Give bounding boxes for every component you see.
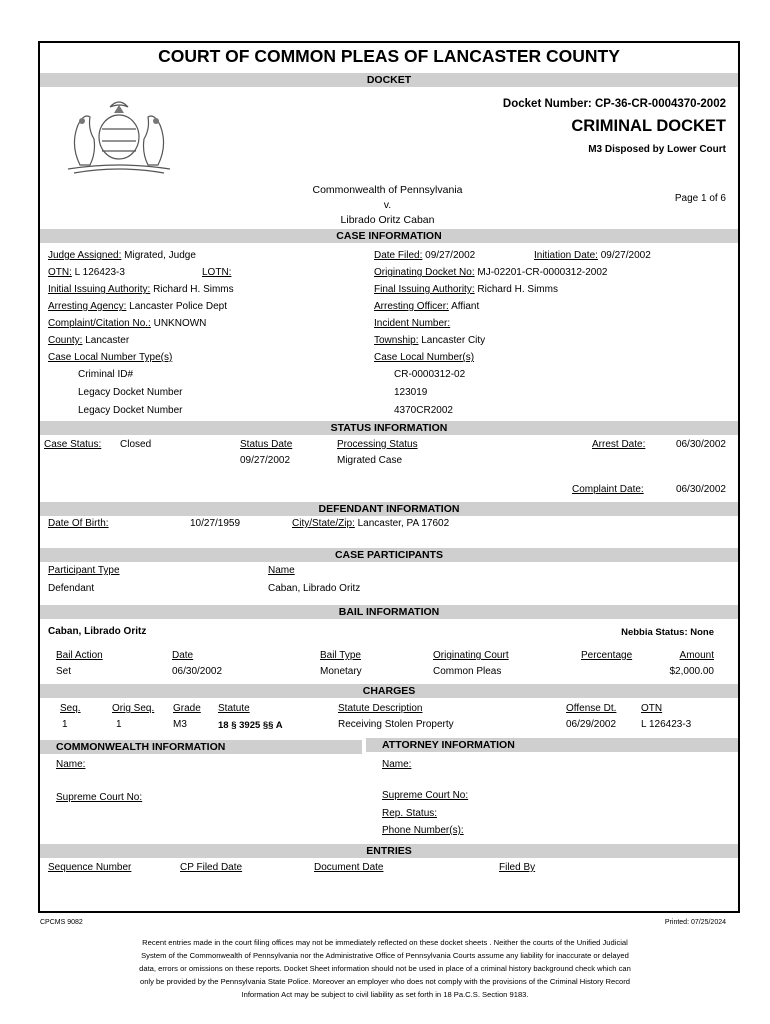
local-type-row: Legacy Docket Number (78, 405, 183, 416)
case-participants-bar: CASE PARTICIPANTS (40, 548, 738, 562)
bail-type-value: Monetary (320, 666, 362, 677)
county-value: Lancaster (85, 335, 130, 346)
otn (48, 267, 125, 278)
local-type-row: Legacy Docket Number (78, 387, 183, 398)
charge-description-header: Statute Description (338, 703, 423, 714)
city-label: City/State/Zip: (292, 518, 355, 529)
initiation-date (534, 250, 651, 261)
final-auth-value: Richard H. Simms (477, 284, 558, 295)
docket-bar: DOCKET (40, 73, 738, 87)
entries-cp-filed-header: CP Filed Date (180, 862, 243, 873)
originating-docket (374, 267, 607, 278)
status-date-value: 09/27/2002 (240, 455, 291, 466)
city-value: Lancaster, PA 17602 (357, 518, 450, 529)
bail-information-bar: BAIL INFORMATION (40, 605, 738, 619)
attorney-information-bar: ATTORNEY INFORMATION (366, 738, 738, 752)
defendant-information-bar: DEFENDANT INFORMATION (40, 502, 738, 516)
complaint-date-value: 06/30/2002 (675, 484, 726, 495)
bail-date-header: Date (172, 650, 194, 661)
bail-court-header: Originating Court (433, 650, 509, 661)
complaint-date-label: Complaint Date: (572, 484, 644, 495)
arrest-officer-label: Arresting Officer: (374, 301, 449, 312)
orig-docket-label: Originating Docket No: (374, 267, 475, 278)
disclaimer-note (80, 936, 690, 1001)
charge-offense-date-header: Offense Dt. (566, 703, 617, 714)
arresting-agency (48, 301, 227, 312)
charge-description-value: Receiving Stolen Property (338, 719, 454, 730)
bail-amount-header: Amount (679, 650, 714, 661)
charge-statute-value: 18 § 3925 §§ A (218, 720, 283, 731)
charge-grade-header: Grade (173, 703, 201, 714)
init-auth-label: Initial Issuing Authority: (48, 284, 151, 295)
entries-document-date-header: Document Date (314, 862, 384, 873)
charge-statute-header: Statute (218, 703, 250, 714)
township (374, 335, 485, 346)
entries-bar: ENTRIES (40, 844, 738, 858)
otn-value: L 126423-3 (74, 267, 125, 278)
lotn-label: LOTN: (202, 267, 232, 278)
county (48, 335, 129, 346)
participant-type-header: Participant Type (48, 565, 120, 576)
charge-otn-value: L 126423-3 (641, 719, 692, 730)
docket-number: Docket Number: CP-36-CR-0004370-2002 (502, 98, 726, 110)
incident-number-label: Incident Number: (374, 318, 451, 329)
case-status-label: Case Status: (44, 439, 102, 450)
pennsylvania-seal-icon (60, 95, 178, 175)
charge-seq-value: 1 (62, 719, 68, 730)
judge-value: Migrated, Judge (124, 250, 196, 261)
processing-status-label: Processing Status (337, 439, 418, 450)
bail-action-header: Bail Action (56, 650, 103, 661)
initial-issuing-authority (48, 284, 234, 295)
participant-name-header: Name (268, 565, 295, 576)
dob-value: 10/27/1959 (190, 518, 241, 529)
caption-defendant: Librado Oritz Caban (340, 214, 435, 226)
case-information-bar: CASE INFORMATION (40, 229, 738, 243)
orig-docket-value: MJ-02201-CR-0000312-2002 (477, 267, 608, 278)
disclaimer-line: Information Act may be subject to civil liability as set forth in 18 Pa.C.S. Section 9183. (241, 990, 529, 999)
bail-person: Caban, Librado Oritz (48, 626, 147, 637)
charge-orig-seq-header: Orig Seq. (112, 703, 155, 714)
case-status-value: Closed (120, 439, 152, 450)
initiation-value: 09/27/2002 (600, 250, 651, 261)
attorney-name-label: Name: (382, 759, 412, 770)
final-issuing-authority (374, 284, 558, 295)
attorney-rep-status-label: Rep. Status: (382, 808, 438, 819)
arrest-agency-label: Arresting Agency: (48, 301, 127, 312)
page-indicator: Page 1 of 6 (674, 193, 726, 204)
bail-percentage-header: Percentage (581, 650, 633, 661)
charge-otn-header: OTN (641, 703, 663, 714)
arrest-agency-value: Lancaster Police Dept (129, 301, 227, 312)
arrest-date-value: 06/30/2002 (675, 439, 726, 450)
complaint-citation (48, 318, 206, 329)
charge-seq-header: Seq. (60, 703, 81, 714)
attorney-phone-label: Phone Number(s): (382, 825, 464, 836)
county-label: County: (48, 335, 83, 346)
init-auth-value: Richard H. Simms (153, 284, 234, 295)
participant-name-value: Caban, Librado Oritz (268, 583, 361, 594)
dob-label: Date Of Birth: (48, 518, 109, 529)
complaint-value: UNKNOWN (153, 318, 207, 329)
printed-date: Printed: 07/25/2024 (664, 919, 726, 926)
local-type-row: Criminal ID# (78, 369, 134, 380)
local-number-type-header: Case Local Number Type(s) (48, 352, 173, 363)
nebbia-status: Nebbia Status: None (621, 627, 714, 638)
entries-filed-by-header: Filed By (499, 862, 536, 873)
disclaimer-line: System of the Commonwealth of Pennsylvania nor the Administrative Office of Pennsylvania Courts assume any liability for inaccurate or delayed (141, 951, 629, 960)
court-title: COURT OF COMMON PLEAS OF LANCASTER COUNTY (158, 46, 620, 66)
charge-orig-seq-value: 1 (116, 719, 122, 730)
attorney-supreme-court-label: Supreme Court No: (382, 790, 469, 801)
local-number-row: CR-0000312-02 (394, 369, 466, 380)
bail-court-value: Common Pleas (433, 666, 502, 677)
local-number-row: 123019 (394, 387, 428, 398)
processing-status-value: Migrated Case (337, 455, 403, 466)
caption-plaintiff: Commonwealth of Pennsylvania (312, 184, 463, 196)
status-date-label: Status Date (240, 439, 293, 450)
otn-label: OTN: (48, 267, 72, 278)
case-caption (300, 183, 475, 228)
arrest-officer-value: Affiant (451, 301, 480, 312)
caption-versus: v. (383, 199, 392, 211)
charge-offense-date-value: 06/29/2002 (566, 719, 617, 730)
bail-date-value: 06/30/2002 (172, 666, 223, 677)
local-number-row: 4370CR2002 (394, 405, 453, 416)
commonwealth-supreme-court-label: Supreme Court No: (56, 792, 143, 803)
date-filed-value: 09/27/2002 (425, 250, 476, 261)
township-value: Lancaster City (421, 335, 486, 346)
criminal-docket-title: CRIMINAL DOCKET (571, 117, 726, 135)
judge-label: Judge Assigned: (48, 250, 122, 261)
bail-amount-value: $2,000.00 (669, 666, 714, 677)
disclaimer-line: data, errors or omissions on these reports. Docket Sheet information should not be used in place of a criminal history background check which can (139, 964, 631, 973)
entries-sequence-header: Sequence Number (48, 862, 132, 873)
date-filed (374, 250, 475, 261)
judge-assigned (48, 250, 196, 261)
participant-type-value: Defendant (48, 583, 95, 594)
commonwealth-name-label: Name: (56, 759, 86, 770)
arresting-officer (374, 301, 479, 312)
township-label: Township: (374, 335, 419, 346)
commonwealth-information-bar: COMMONWEALTH INFORMATION (40, 740, 362, 754)
disclaimer-line: only be provided by the Pennsylvania State Police. Moreover an employer who does not comply with the provisions of the Criminal History Record (139, 977, 631, 986)
complaint-label: Complaint/Citation No.: (48, 318, 151, 329)
date-filed-label: Date Filed: (374, 250, 423, 261)
disclaimer-line: Recent entries made in the court filing offices may not be immediately reflected on these docket sheets . Neither the courts of the Unified Judicial (142, 938, 628, 947)
charge-grade-value: M3 (173, 719, 187, 730)
disposition-note: M3 Disposed by Lower Court (588, 144, 726, 155)
city-state-zip (292, 518, 449, 529)
status-information-bar: STATUS INFORMATION (40, 421, 738, 435)
initiation-label: Initiation Date: (534, 250, 598, 261)
docket-frame (38, 41, 740, 913)
charges-bar: CHARGES (40, 684, 738, 698)
arrest-date-label: Arrest Date: (592, 439, 646, 450)
final-auth-label: Final Issuing Authority: (374, 284, 475, 295)
bail-action-value: Set (56, 666, 72, 677)
form-id: CPCMS 9082 (40, 919, 83, 926)
bail-type-header: Bail Type (320, 650, 361, 661)
local-number-header: Case Local Number(s) (374, 352, 475, 363)
